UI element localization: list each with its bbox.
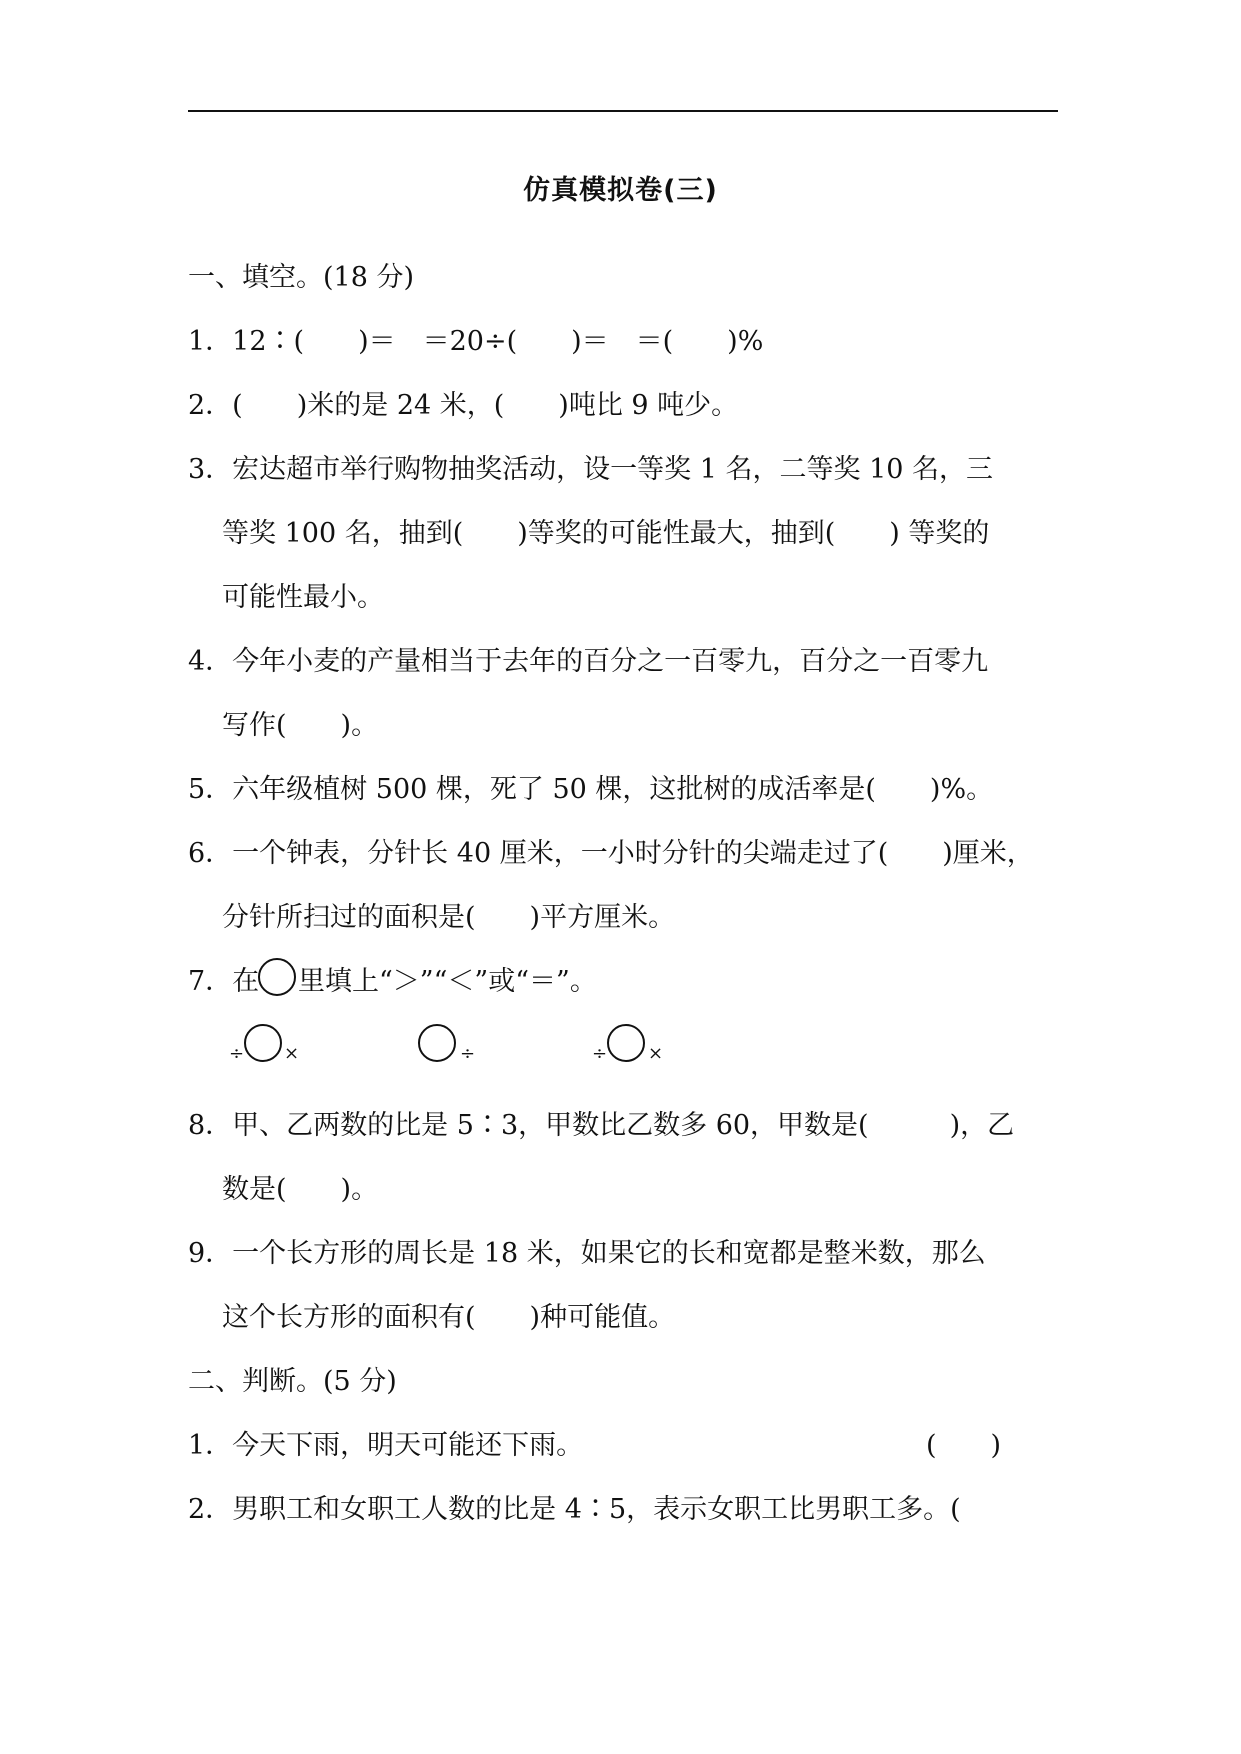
- question-5: 5．六年级植树 500 棵，死了 50 棵，这批树的成活率是( )%。: [188, 774, 994, 805]
- q7-op-divide-3: ÷: [592, 1043, 608, 1064]
- judge-answer-blank-1[interactable]: ( ): [926, 1430, 1002, 1461]
- q7-blank-circle-2[interactable]: [418, 1024, 456, 1062]
- section2-heading: 二、判断。(5 分): [188, 1366, 397, 1397]
- q7-op-times-3: ×: [648, 1043, 664, 1064]
- question-4-line1: 4．今年小麦的产量相当于去年的百分之一百零九，百分之一百零九: [188, 646, 989, 677]
- question-1: 1．12∶( )＝ ＝20÷( )＝ ＝( )%: [188, 326, 764, 357]
- header-rule: [188, 110, 1058, 112]
- question-9-line1: 9．一个长方形的周长是 18 米，如果它的长和宽都是整米数，那么: [188, 1238, 986, 1269]
- question-6-line2: 分针所扫过的面积是( )平方厘米。: [222, 902, 676, 933]
- q7-blank-circle-1[interactable]: [244, 1024, 282, 1062]
- question-4-line2: 写作( )。: [222, 710, 379, 741]
- page-title: 仿真模拟卷(三): [523, 175, 718, 206]
- question-2: 2．( )米的是 24 米，( )吨比 9 吨少。: [188, 390, 739, 421]
- compare-circle-icon: [258, 958, 296, 996]
- q7-blank-circle-3[interactable]: [607, 1024, 645, 1062]
- q7-op-divide-2: ÷: [460, 1043, 476, 1064]
- judge-question-2: 2．男职工和女职工人数的比是 4∶5，表示女职工比男职工多。(: [188, 1494, 961, 1525]
- question-3-line1: 3．宏达超市举行购物抽奖活动，设一等奖 1 名，二等奖 10 名，三: [188, 454, 994, 485]
- question-8-line1: 8．甲、乙两数的比是 5∶3，甲数比乙数多 60，甲数是( )，乙: [188, 1110, 1015, 1141]
- question-7-prefix: 7．在: [188, 966, 260, 997]
- question-3-line2: 等奖 100 名，抽到( )等奖的可能性最大，抽到( ) 等奖的: [222, 518, 990, 549]
- question-6-line1: 6．一个钟表，分针长 40 厘米，一小时分针的尖端走过了( )厘米，: [188, 838, 1034, 869]
- question-3-line3: 可能性最小。: [222, 582, 384, 613]
- judge-question-1: 1．今天下雨，明天可能还下雨。: [188, 1430, 584, 1461]
- section1-heading: 一、填空。(18 分): [188, 262, 415, 293]
- question-9-line2: 这个长方形的面积有( )种可能值。: [222, 1302, 676, 1333]
- question-7-suffix: 里填上“＞”“＜”或“＝”。: [298, 966, 597, 997]
- question-8-line2: 数是( )。: [222, 1174, 379, 1205]
- q7-op-divide-1: ÷: [229, 1043, 245, 1064]
- q7-op-times-1: ×: [284, 1043, 300, 1064]
